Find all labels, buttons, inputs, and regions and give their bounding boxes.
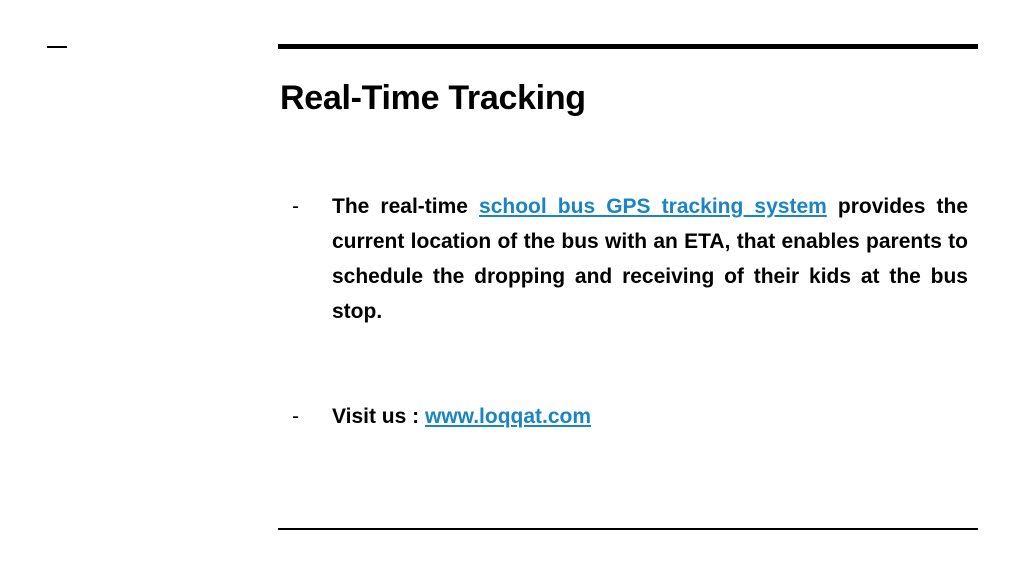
bullet-item-visit bbox=[292, 399, 968, 434]
bullet-item-tracking bbox=[292, 189, 968, 329]
bullet-text-before: The real-time bbox=[332, 195, 480, 218]
corner-dash-mark bbox=[47, 46, 67, 48]
slide-title: Real-Time Tracking bbox=[280, 79, 586, 117]
bullet-marker: - bbox=[292, 405, 299, 428]
visit-label: Visit us : bbox=[332, 405, 425, 428]
bottom-divider bbox=[278, 528, 978, 530]
website-link[interactable]: www.loqqat.com bbox=[424, 405, 592, 428]
bullet-text bbox=[332, 189, 968, 329]
gps-tracking-link[interactable]: school bus GPS tracking system bbox=[479, 195, 827, 218]
bullet-marker: - bbox=[292, 195, 299, 218]
bullet-text-after: provides the current location of the bus with an ETA, that enables parents to schedule the dropping and receiving of their kids at the bus stop. bbox=[332, 195, 969, 323]
top-divider bbox=[278, 44, 978, 49]
bullet-text bbox=[332, 399, 968, 434]
